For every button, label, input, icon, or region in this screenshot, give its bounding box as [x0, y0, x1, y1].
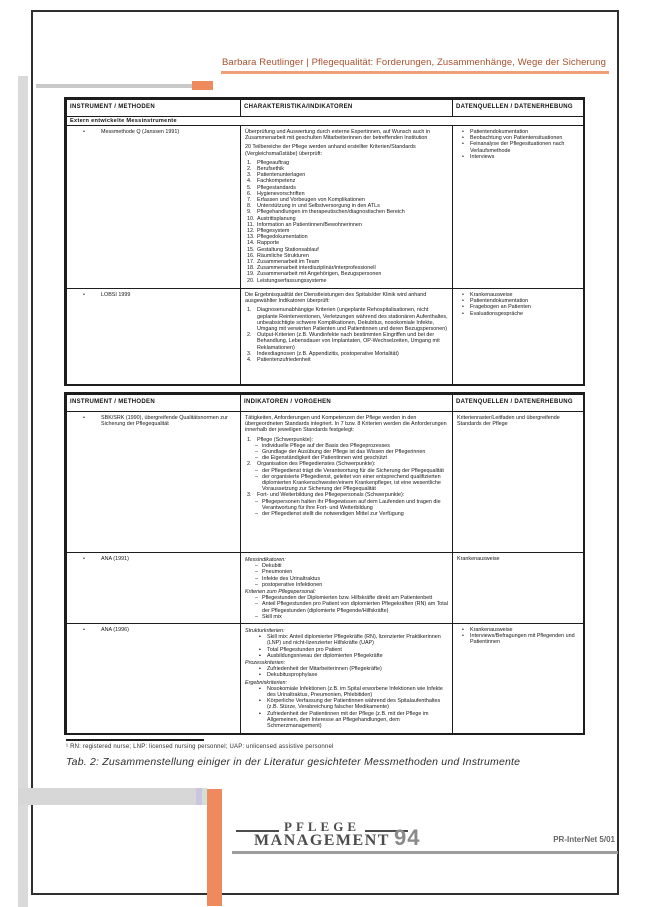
- list-marker: –: [255, 563, 258, 570]
- text-line: – der organisierte Pflegedienst, geleitet von einer entsprechend qualifizierten diplomierten Krankenschwester/einem Krankenpfleger, ist eine wesentliche Voraussetzung zur Sicherung der Pflegequalität: [255, 473, 441, 493]
- footnote-rule: [66, 739, 204, 741]
- list-marker: •: [462, 135, 464, 142]
- text-line: 1. Pflegeauftrag: [247, 159, 290, 166]
- text-line: • Krankenausweise: [462, 627, 513, 634]
- table-cell-c3: [453, 624, 584, 735]
- text-line: – Grundlage der Ausübung der Pflege ist das Wissen der Pflegerinnen: [255, 449, 426, 456]
- text-line: – Pneumonien: [255, 569, 293, 576]
- table-cell-c2: [241, 289, 453, 385]
- text-line: 11. Information an Patientinnen/Bewohnerinnen: [247, 221, 362, 228]
- text-line: 1. Pflege (Schwerpunkte):: [247, 436, 314, 443]
- text-line: 8. Unterstützung in und Selbstversorgung in den ATLs: [247, 203, 380, 210]
- text-line: ▪ Nosokomiale Infektionen (z.B. im Spital erworbene Infektionen wie Infekte des Urinaltraktus, Pneumonien, Phlebitiden): [259, 685, 443, 699]
- list-marker: 2.: [247, 461, 252, 468]
- list-marker: •: [462, 129, 464, 135]
- text-line: ▪ Körperliche Verfassung der Patientinnen während des Spitalaufenthaltes (z.B. Stürze, Verabreichung falscher Medikamente): [259, 698, 441, 711]
- list-marker: 8.: [247, 203, 252, 210]
- list-marker: 18.: [247, 265, 255, 272]
- text-line: 3. Patientenunterlagen: [247, 172, 306, 179]
- text-line: 4. Patientenzufriedenheit: [247, 357, 311, 364]
- text-line: 3. Indexdiagnosen (z.B. Appendizitis, postoperative Mortalität): [247, 350, 399, 357]
- table-cell-c3: [453, 126, 584, 289]
- text-line: – Dekubiti: [255, 563, 282, 570]
- list-marker: –: [255, 613, 258, 620]
- logo-word-management: MANAGEMENT: [254, 832, 390, 849]
- text-line: • Fragebogen an Patienten: [462, 304, 531, 311]
- list-marker: –: [255, 601, 258, 608]
- list-marker: •: [462, 298, 464, 305]
- text-line: Krankenausweise: [457, 556, 500, 562]
- text-line: 2. Organisation des Pflegedienstes (Schwerpunkte):: [247, 461, 376, 468]
- text-line: – die Eigenständigkeit der Patientinnen wird geschützt: [255, 455, 387, 462]
- page-number: 94: [394, 825, 421, 850]
- text-line: • Evaluationsgespräche: [462, 310, 524, 317]
- list-marker: 19.: [247, 271, 255, 278]
- list-marker: ▪: [259, 666, 261, 673]
- table-cell-c3: [453, 553, 584, 624]
- text-line: – der Pflegedienst stellt die notwendigen Mittel zur Verfügung: [255, 511, 404, 518]
- text-line: Tätigkeiten, Anforderungen und Kompetenzen der Pflege werden in den übergeordneten Standards integriert. In 7 bzw. 8 Kriterien werden die Anforderungen innerhalb der jeweiligen Standards festgelegt:: [245, 415, 447, 434]
- table-cell-c2: [241, 412, 453, 553]
- column-header-instrument: INSTRUMENT / METHODEN: [67, 395, 241, 412]
- text-line: 1. Diagnosenunabhängige Kriterien (ungeplante Rehospitalisationen, nicht geplante Reinterventionen, Verletzungen während des stationären Aufenthaltes, unbeabsichtigte schwere Komplikationen, Dekubitus, nosokomiale Infekte, Umgang mit verwirrten Patienten und Patientinnen und deren Bezugspersonen): [247, 307, 448, 333]
- table-caption: Tab. 2: Zusammenstellung einiger in der Literatur gesichteter Messmethoden und Instrumente: [66, 756, 521, 768]
- list-marker: –: [255, 511, 258, 518]
- text-line: – individuelle Pflege auf der Basis des Pflegeprozesses: [255, 442, 390, 449]
- list-marker: –: [255, 575, 258, 582]
- text-line: 17. Zusammenarbeit im Team: [247, 259, 320, 266]
- list-marker: 13.: [247, 234, 255, 241]
- text-line: 6. Hygienevorschriften: [247, 190, 305, 197]
- text-line: 18. Zusammenarbeit interdisziplinär/interprofessionell: [247, 265, 376, 272]
- column-header-indicators: INDIKATOREN / VORGEHEN: [241, 395, 453, 412]
- text-line: 15. Gestaltung Stationsablauf: [247, 246, 319, 253]
- top-divider-accent: [192, 81, 213, 90]
- list-marker: ▪: [259, 672, 261, 679]
- text-line: – Skill mix: [255, 613, 282, 620]
- table-cell-c1: [67, 553, 241, 624]
- list-marker: •: [83, 292, 85, 298]
- list-marker: ▪: [259, 698, 261, 705]
- text-line: 2. Berufsethik: [247, 166, 284, 173]
- text-line: • Feinanalyse der Pflegesituationen nach Verlaufsmethode: [462, 141, 565, 154]
- table-row: [67, 553, 584, 624]
- text-line: Überprüfung und Auswertung durch externe Expertinnen, auf Wunsch auch in Zusammenarbeit mit geschulten Mitarbeiterinnen der betreffenden Institution: [245, 129, 431, 142]
- text-line: 20 Teilbereiche der Pflege werden anhand erstellter Kriterien/Standards (Vergleichsmaßstäbe) überprüft:: [245, 144, 416, 157]
- list-marker: –: [255, 449, 258, 456]
- text-line: 16. Räumliche Strukturen: [247, 252, 309, 259]
- column-header-characteristics: CHARAKTERISTIKA/INDIKATOREN: [241, 100, 453, 117]
- text-line: 10. Austrittsplanung: [247, 215, 296, 222]
- text-line: 7. Erfassen und Vorbeugen von Komplikationen: [247, 197, 365, 204]
- list-marker: 4.: [247, 357, 252, 364]
- list-marker: 6.: [247, 190, 252, 197]
- text-line: – Infekte des Urinaltraktus: [255, 575, 321, 582]
- table-section-row: [67, 117, 584, 126]
- text-line: Kriterienraster/Leitfaden und übergreifende Standards der Pflege: [457, 415, 560, 428]
- list-marker: 15.: [247, 246, 255, 253]
- list-marker: •: [462, 633, 464, 640]
- measurement-table-1: [64, 97, 585, 386]
- list-marker: 2.: [247, 166, 252, 173]
- list-marker: –: [255, 467, 258, 474]
- table-cell-c1: [67, 412, 241, 553]
- list-marker: –: [255, 442, 258, 449]
- text-line: ▪ Zufriedenheit der Mitarbeiterinnen (Pflegekräfte): [259, 666, 382, 673]
- text-line: – postoperative Infektionen: [255, 581, 323, 588]
- table-row: [67, 624, 584, 735]
- list-marker: 10.: [247, 215, 255, 222]
- table-row: [67, 289, 584, 385]
- table-header-row: [67, 395, 584, 412]
- list-marker: 3.: [247, 172, 252, 179]
- text-line: • Interviews/Befragungen mit Pflegenden und Patientinnen: [462, 633, 575, 646]
- text-line: 14. Rapporte: [247, 240, 280, 247]
- text-line: • Patientendokumentation: [462, 298, 529, 305]
- footer-rule: [232, 851, 618, 854]
- text-line: • LOBSI 1999: [83, 292, 131, 298]
- text-line: 12. Pflegesystem: [247, 228, 290, 235]
- table-header-row: [67, 100, 584, 117]
- table-row: [67, 126, 584, 289]
- list-marker: 7.: [247, 197, 252, 204]
- list-marker: –: [255, 569, 258, 576]
- text-line: • Interviews: [462, 153, 495, 160]
- list-marker: –: [255, 473, 258, 480]
- orange-accent-bar: [207, 789, 222, 906]
- text-line: 4. Fachkompetenz: [247, 178, 296, 185]
- text-line: • SBK/SRK (1990), übergreifende Qualitätsnormen zur Sicherung der Pflegequalität: [83, 415, 228, 428]
- list-marker: ▪: [259, 646, 261, 653]
- text-line: 9. Pflegehandlungen im therapeutischen/diagnostischen Bereich: [247, 209, 405, 216]
- top-divider-line: [36, 84, 192, 88]
- text-line: – Pflegestunden der Diplomierten bzw. Hilfskräfte direkt am Patientenbett: [255, 595, 433, 602]
- logo-word-pflege: PFLEGE: [284, 819, 361, 834]
- table-cell-c1: [67, 126, 241, 289]
- column-header-datasources: DATENQUELLEN / DATENERHEBUNG: [453, 100, 584, 117]
- list-marker: 1.: [247, 307, 252, 314]
- list-marker: 5.: [247, 184, 252, 191]
- running-header-underline: [221, 71, 609, 74]
- list-marker: •: [462, 627, 464, 634]
- text-line: ▪ Ausbildungsniveau der diplomierten Pflegekräfte: [259, 652, 383, 659]
- bottom-divider-band: [18, 788, 196, 805]
- list-marker: –: [255, 455, 258, 462]
- table-cell-c3: [453, 289, 584, 385]
- list-marker: 9.: [247, 209, 252, 216]
- text-line: – Pflegepersonen halten ihr Pflegewissen auf dem Laufenden und tragen die Verantwortung für ihre Fort- und Weiterbildung: [255, 498, 441, 511]
- list-marker: •: [462, 141, 464, 148]
- text-line: • ANA (1991): [83, 556, 129, 562]
- text-line: ▪ Zufriedenheit der Patientinnen mit der Pflege (z.B. mit der Pflege im Allgemeinen, dem Interesse an Pflegehandlungen, dem Schmerzmanagement): [259, 710, 429, 730]
- list-marker: 3.: [247, 350, 252, 357]
- list-marker: •: [462, 292, 464, 298]
- table-cell-c3: [453, 412, 584, 553]
- column-header-instrument: INSTRUMENT / METHODEN: [67, 100, 241, 117]
- issue-label: PR-InterNet 5/01: [553, 835, 615, 844]
- running-header: Barbara Reutlinger | Pflegequalität: Forderungen, Zusammenhänge, Wege der Sicherung: [222, 57, 606, 68]
- list-marker: –: [255, 581, 258, 588]
- table-cell-c2: [241, 126, 453, 289]
- text-line: ▪ Dekubitusprophylaxe: [259, 672, 318, 679]
- list-marker: 16.: [247, 252, 255, 259]
- list-marker: ▪: [259, 685, 261, 692]
- journal-logo: [236, 820, 408, 849]
- text-line: 2. Output-Kriterien (z.B. Wundinfekte nach bestimmten Eingriffen und bei der Behandlung, Lebensdauer von Implantaten, OP-Wechselzeiten, Umgang mit Reklamationen): [247, 332, 440, 351]
- text-line: • ANA (1996): [83, 627, 129, 634]
- measurement-table-2: [64, 392, 585, 735]
- section-header: Extern entwickelte Messinstrumente: [67, 117, 584, 126]
- text-line: 20. Leistungserfassungssysteme: [247, 277, 327, 284]
- left-gray-band: [18, 76, 28, 907]
- list-marker: •: [462, 304, 464, 311]
- text-line: Die Ergebnisqualität der Dienstleistungen des Spitals/der Klinik wird anhand ausgewählter Indikatoren überprüft:: [245, 292, 427, 305]
- list-marker: ▪: [259, 710, 261, 717]
- list-marker: 20.: [247, 277, 255, 284]
- list-marker: ▪: [259, 652, 261, 659]
- text-line: 5. Pflegestandards: [247, 184, 296, 191]
- text-line: • Beobachtung von Patientensituationen: [462, 135, 563, 142]
- list-marker: •: [462, 153, 464, 160]
- list-marker: •: [83, 627, 85, 634]
- table-cell-c1: [67, 289, 241, 385]
- list-marker: 17.: [247, 259, 255, 266]
- list-label: Kriterien zum Pflegepersonal:: [245, 589, 316, 596]
- table-row: [67, 412, 584, 553]
- list-marker: 3.: [247, 492, 252, 499]
- list-marker: 11.: [247, 221, 255, 228]
- table-cell-c2: [241, 553, 453, 624]
- table-cell-c1: [67, 624, 241, 735]
- list-marker: 1.: [247, 436, 252, 443]
- list-marker: –: [255, 595, 258, 602]
- column-header-datasources: DATENQUELLEN / DATENERHEBUNG: [453, 395, 584, 412]
- list-label: Ergebniskriterien:: [245, 679, 287, 686]
- list-marker: •: [83, 556, 85, 562]
- list-marker: 1.: [247, 159, 252, 166]
- list-marker: –: [255, 498, 258, 505]
- list-marker: •: [83, 415, 85, 421]
- list-marker: •: [83, 129, 85, 135]
- footnote: ¹ RN: registered nurse; LNP: licensed nursing personnel; UAP: unlicensed assistive personnel: [66, 744, 334, 750]
- list-marker: 4.: [247, 178, 252, 185]
- list-marker: ▪: [259, 634, 261, 641]
- list-label: Messindikatoren:: [245, 557, 286, 563]
- list-marker: 12.: [247, 228, 255, 235]
- text-line: • Messmethode Q (Janssen 1991): [83, 129, 180, 135]
- text-line: • Krankenausweise: [462, 292, 513, 298]
- text-line: 3. Fort- und Weiterbildung des Pflegepersonals (Schwerpunkte):: [247, 492, 405, 499]
- text-line: – Anteil Pflegestunden pro Patient von diplomierten Pflegekräften (RN) am Total der Pflegestunden (diplomierte Pflegende/Hilfskräfte): [255, 601, 448, 614]
- text-line: ▪ Skill mix: Anteil diplomierter Pflegekräfte (RN), lizenzierter Praktikerinnen (LNP) und nicht-lizenzierter Hilfskräfte (UAP): [259, 634, 441, 647]
- text-line: 13. Pflegedokumentation: [247, 234, 308, 241]
- text-line: 19. Zusammenarbeit mit Angehörigen, Bezugspersonen: [247, 271, 382, 278]
- list-label: Strukturkriterien:: [245, 628, 285, 635]
- text-line: – der Pflegedienst trägt die Verantwortung für die Sicherung der Pflegequalität: [255, 467, 444, 474]
- text-line: ▪ Total Pflegestunden pro Patient: [259, 646, 342, 653]
- list-label: Prozesskriterien:: [245, 660, 286, 667]
- table-cell-c2: [241, 624, 453, 735]
- list-marker: •: [462, 310, 464, 317]
- text-line: • Patientendokumentation: [462, 129, 529, 135]
- list-marker: 14.: [247, 240, 255, 247]
- list-marker: 2.: [247, 332, 252, 339]
